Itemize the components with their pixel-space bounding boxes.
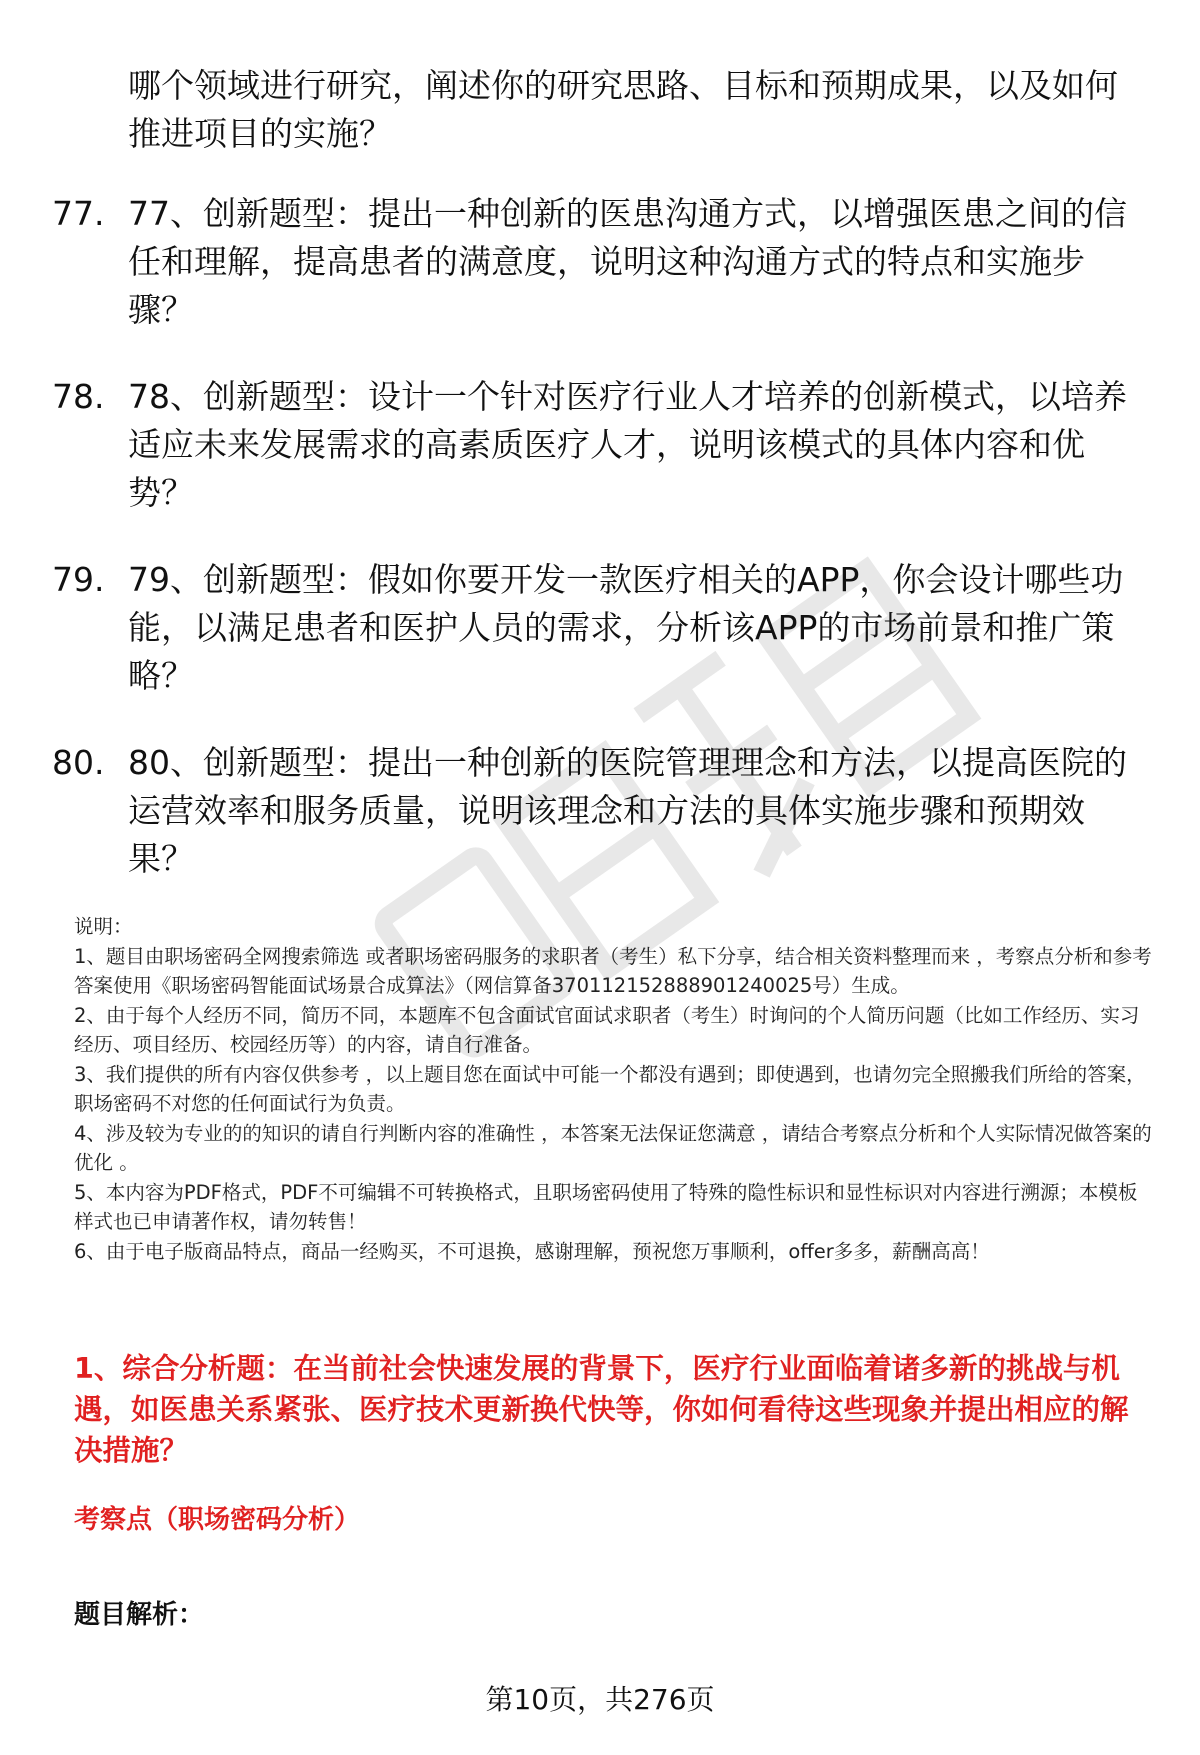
question-item xyxy=(0,373,1200,556)
note-item: 3、我们提供的所有内容仅供参考 ，以上题目您在面试中可能一个都没有遇到；即使遇到，也请勿完全照搬我们所给的答案，职场密码不对您的任何面试行为负责。 xyxy=(74,1062,1146,1115)
question-list xyxy=(0,190,1200,922)
note-item: 6、由于电子版商品特点，商品一经购买，不可退换，感谢理解，预祝您万事顺利，offer多多，薪酬高高！ xyxy=(74,1239,990,1263)
question-item xyxy=(0,556,1200,739)
question-item xyxy=(0,190,1200,373)
notes-section xyxy=(74,912,1154,1266)
notes-title: 说明： xyxy=(74,915,133,938)
section-question-heading: 1、综合分析题：在当前社会快速发展的背景下，医疗行业面临着诸多新的挑战与机遇，如医患关系紧张、医疗技术更新换代快等，你如何看待这些现象并提出相应的解决措施？ xyxy=(74,1352,1129,1467)
note-item: 1、题目由职场密码全网搜索筛选 或者职场密码服务的求职者（考生）私下分享，结合相关资料整理而来 ，考察点分析和参考答案使用《职场密码智能面试场景合成算法》（网信算备370112152888901240025号）生成。 xyxy=(74,944,1152,997)
note-item: 2、由于每个人经历不同，简历不同，本题库不包含面试官面试求职者（考生）时询问的个人简历问题（比如工作经历、实习经历、项目经历、校园经历等）的内容，请自行准备。 xyxy=(74,1003,1140,1056)
question-76-continuation: 哪个领域进行研究，阐述你的研究思路、目标和预期成果，以及如何推进项目的实施？ xyxy=(128,66,1118,153)
kaochadian-label: 考察点（职场密码分析） xyxy=(74,1505,361,1535)
question-text: 79、创新题型：假如你要开发一款医疗相关的APP，你会设计哪些功能，以满足患者和医护人员的需求，分析该APP的市场前景和推广策略？ xyxy=(128,560,1124,695)
page-footer: 第10页，共276页 xyxy=(485,1683,715,1716)
question-number: 78. xyxy=(52,377,105,416)
note-item: 4、涉及较为专业的的知识的请自行判断内容的准确性 ，本答案无法保证您满意 ，请结合考察点分析和个人实际情况做答案的优化 。 xyxy=(74,1121,1152,1174)
question-text: 80、创新题型：提出一种创新的医院管理理念和方法，以提高医院的运营效率和服务质量，说明该理念和方法的具体实施步骤和预期效果？ xyxy=(128,743,1127,878)
question-number: 79. xyxy=(52,560,105,599)
question-number: 80. xyxy=(52,743,105,782)
question-item xyxy=(0,739,1200,922)
question-text: 78、创新题型：设计一个针对医疗行业人才培养的创新模式，以培养适应未来发展需求的高素质医疗人才，说明该模式的具体内容和优势？ xyxy=(128,377,1127,512)
note-item: 5、本内容为PDF格式，PDF不可编辑不可转换格式，且职场密码使用了特殊的隐性标识和显性标识对内容进行溯源；本模板样式也已申请著作权，请勿转售！ xyxy=(74,1180,1138,1233)
analysis-label: 题目解析： xyxy=(74,1600,205,1630)
question-number: 77. xyxy=(52,194,105,233)
question-text: 77、创新题型：提出一种创新的医患沟通方式，以增强医患之间的信任和理解，提高患者的满意度，说明这种沟通方式的特点和实施步骤？ xyxy=(128,194,1127,329)
